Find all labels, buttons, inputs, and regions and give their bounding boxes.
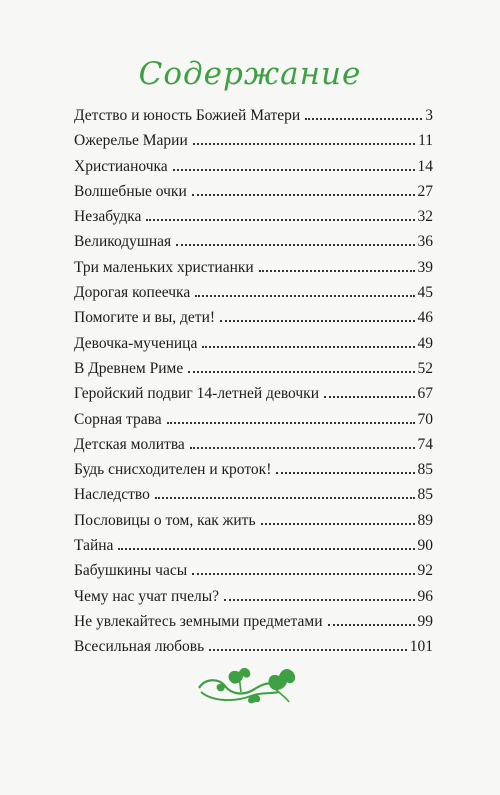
toc-entry-page: 46: [417, 309, 433, 327]
toc-entry-title: Пословицы о том, как жить: [74, 511, 256, 529]
toc-entry-title: Детство и юность Божией Матери: [74, 107, 301, 124]
vine-leaf-ornament-icon: [195, 662, 303, 710]
toc-entry-title: Три маленьких христианки: [74, 258, 254, 276]
dot-leader: [176, 243, 414, 246]
toc-entry-page: 70: [417, 410, 433, 428]
toc-entry-page: 90: [417, 537, 433, 555]
toc-entry-page: 27: [417, 182, 433, 200]
toc-entry: [74, 558, 433, 583]
dot-leader: [202, 345, 414, 348]
toc-entry-page: 45: [417, 284, 433, 302]
toc-entry-title: Великодушная: [74, 233, 172, 251]
table-of-contents: [74, 103, 433, 660]
toc-entry-title: Помогите и вы, дети!: [74, 309, 216, 327]
toc-entry-title: Девочка-мученица: [74, 334, 198, 352]
toc-entry-title: Наследство: [74, 486, 150, 504]
toc-entry-page: 101: [409, 638, 433, 656]
toc-entry: [74, 356, 433, 381]
toc-entry-title: Дорогая копеечка: [74, 284, 191, 302]
dot-leader: [167, 421, 415, 424]
toc-entry-title: Тайна: [74, 537, 114, 555]
toc-entry: [74, 128, 433, 153]
dot-leader: [220, 319, 414, 322]
toc-entry-page: 3: [425, 107, 433, 124]
toc-entry-page: 36: [417, 233, 433, 251]
toc-entry: [74, 508, 433, 533]
dot-leader: [324, 395, 414, 398]
toc-entry: [74, 280, 433, 305]
toc-entry: [74, 457, 433, 482]
toc-entry-title: Не увлекайтесь земными предметами: [74, 612, 323, 630]
dot-leader: [209, 648, 407, 651]
toc-entry: [74, 179, 433, 204]
toc-entry: [74, 407, 433, 432]
toc-entry-title: Волшебные очки: [74, 182, 187, 200]
dot-leader: [195, 294, 414, 297]
toc-entry: [74, 229, 433, 254]
toc-entry-title: Незабудка: [74, 208, 142, 226]
toc-entry-page: 96: [417, 587, 433, 605]
toc-entry-page: 89: [417, 511, 433, 529]
toc-entry-title: Христианочка: [74, 157, 168, 175]
toc-entry-page: 39: [417, 258, 433, 276]
toc-entry: [74, 482, 433, 507]
dot-leader: [146, 218, 414, 221]
toc-entry-title: В Древнем Риме: [74, 359, 184, 377]
toc-entry: [74, 432, 433, 457]
toc-entry: [74, 154, 433, 179]
dot-leader: [224, 598, 415, 601]
toc-entry-title: Сорная трава: [74, 410, 162, 428]
toc-entry-title: Будь снисходителен и кроток!: [74, 461, 272, 479]
dot-leader: [276, 471, 414, 474]
toc-entry: [74, 609, 433, 634]
toc-entry-page: 52: [417, 359, 433, 377]
dot-leader: [173, 168, 415, 171]
toc-entry-page: 32: [417, 208, 433, 226]
toc-entry-title: Детская молитва: [74, 435, 185, 453]
dot-leader: [188, 370, 414, 373]
toc-entry: [74, 204, 433, 229]
toc-entry: [74, 103, 433, 128]
toc-entry-title: Ожерелье Марии: [74, 132, 188, 150]
dot-leader: [155, 496, 415, 499]
toc-entry-title: Всесильная любовь: [74, 638, 205, 656]
dot-leader: [193, 142, 415, 145]
page-title: Содержание: [138, 56, 362, 92]
toc-entry-page: 14: [417, 157, 433, 175]
dot-leader: [192, 572, 414, 575]
dot-leader: [192, 193, 415, 196]
toc-entry: [74, 305, 433, 330]
dot-leader: [328, 623, 415, 626]
toc-entry: [74, 381, 433, 406]
toc-entry: [74, 255, 433, 280]
toc-entry-page: 99: [417, 612, 433, 630]
toc-entry-page: 85: [417, 486, 433, 504]
dot-leader: [259, 269, 415, 272]
toc-entry-title: Бабушкины часы: [74, 562, 188, 580]
toc-entry: [74, 584, 433, 609]
dot-leader: [190, 446, 415, 449]
toc-entry-page: 49: [417, 334, 433, 352]
toc-entry: [74, 634, 433, 659]
dot-leader: [118, 547, 414, 550]
toc-entry-title: Чему нас учат пчелы?: [74, 587, 219, 605]
toc-entry-page: 85: [417, 461, 433, 479]
dot-leader: [305, 117, 422, 120]
toc-entry: [74, 533, 433, 558]
dot-leader: [261, 522, 415, 525]
toc-entry-page: 92: [417, 562, 433, 580]
toc-entry-page: 67: [417, 385, 433, 403]
toc-entry: [74, 331, 433, 356]
toc-entry-page: 11: [418, 132, 433, 150]
toc-entry-page: 74: [417, 435, 433, 453]
toc-entry-title: Геройский подвиг 14-летней девочки: [74, 385, 320, 403]
